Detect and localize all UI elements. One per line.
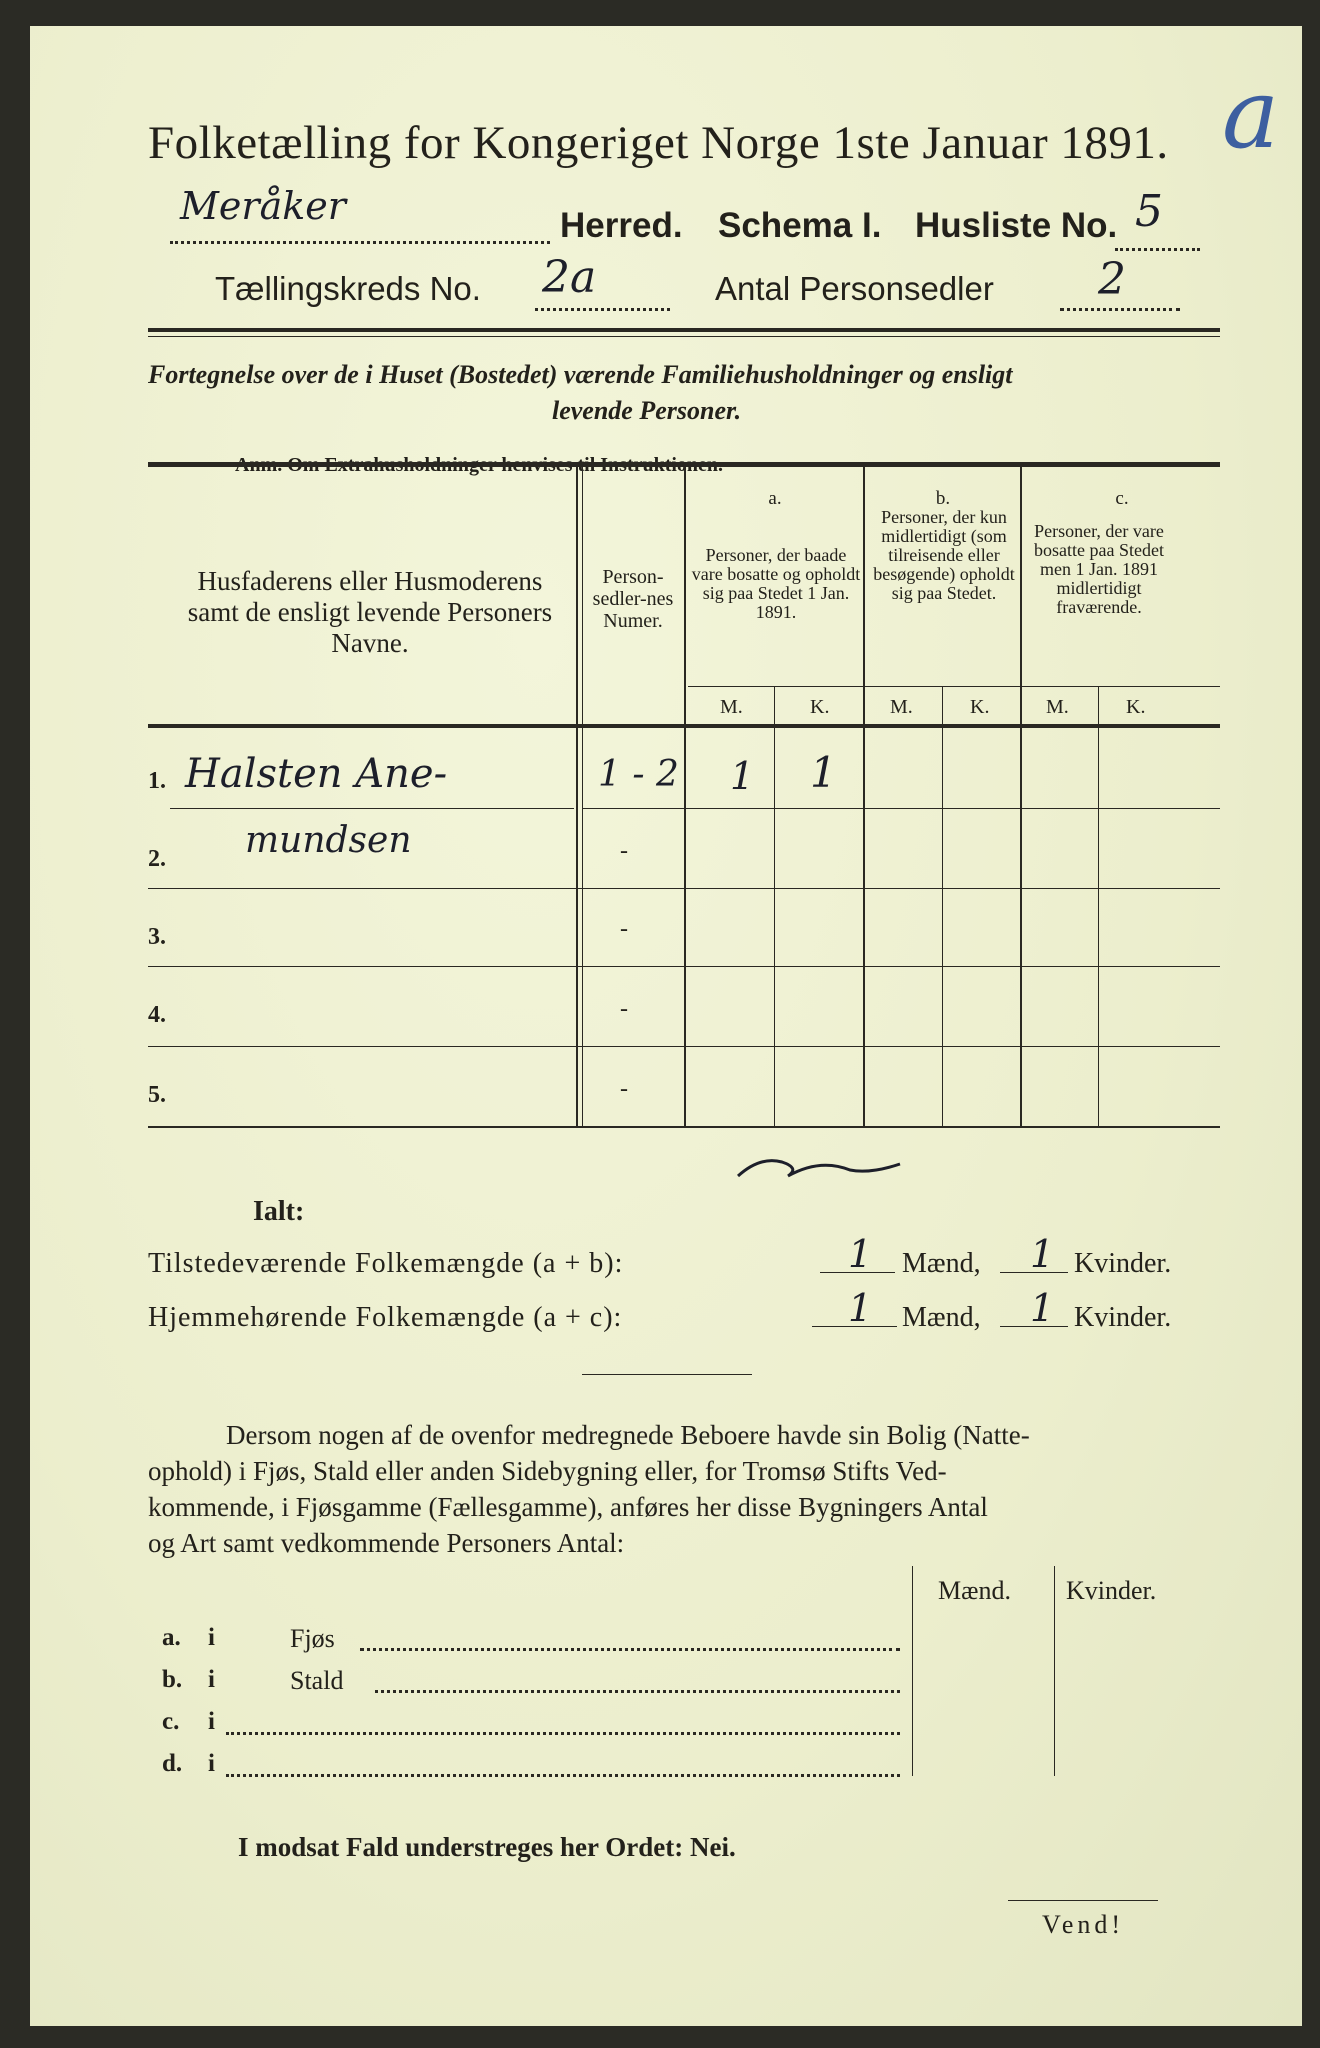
paragraph-line-1: Dersom nogen af de ovenfor medregnede Beboere havde sin Bolig (Natte- — [226, 1420, 1030, 1450]
antal-dots — [1060, 308, 1180, 311]
census-form-sheet — [30, 26, 1302, 2026]
row-3-rule — [148, 966, 1220, 967]
col-c-header: Personer, der vare bosatte paa Stedet men 1 Jan. 1891 midlertidigt fraværende. — [1034, 521, 1164, 617]
a-k-label: K. — [810, 696, 830, 718]
vend-rule — [1008, 1900, 1158, 1901]
tilstede-kvinder-label: Kvinder. — [1074, 1248, 1172, 1279]
form-title: Folketælling for Kongeriget Norge 1ste Januar 1891. — [148, 117, 1169, 169]
col-b-letter: b. — [935, 488, 951, 509]
header-rule-thin — [148, 336, 1220, 337]
hjemme-kvinder-label: Kvinder. — [1074, 1302, 1172, 1333]
row-2-rule — [148, 888, 1220, 889]
c-k-label: K. — [1126, 696, 1146, 718]
building-row-letter: b. — [162, 1666, 183, 1693]
b-k-label: K. — [970, 696, 990, 718]
buildings-maend-header: Mænd. — [938, 1576, 1011, 1605]
b-m-label: M. — [890, 696, 913, 718]
schema-label: Schema I. — [718, 206, 882, 245]
building-row-prep: i — [208, 1666, 215, 1693]
col-name-header: Husfaderens eller Husmoderens samt de ensligt levende Personers Navne. — [187, 566, 553, 658]
husliste-dots — [1115, 248, 1200, 251]
building-row-label: Fjøs — [290, 1624, 335, 1653]
tilstede-k-rule — [1000, 1272, 1068, 1273]
table-row-name: mundsen — [245, 820, 412, 861]
table-row-numer: - — [620, 996, 628, 1022]
paragraph-line-2: ophold) i Fjøs, Stald eller anden Sidebygning eller, for Tromsø Stifts Ved- — [148, 1456, 947, 1486]
table-row-number: 5. — [148, 1082, 166, 1108]
hjemme-m-rule — [812, 1326, 897, 1327]
building-row-dots — [226, 1732, 900, 1735]
kreds-label: Tællingskreds No. — [215, 270, 481, 307]
husliste-label: Husliste No. — [915, 206, 1118, 245]
table-row-name: Halsten Ane- — [185, 751, 448, 797]
row-1-rule — [582, 808, 1220, 809]
table-row-number: 1. — [148, 768, 166, 794]
building-row-letter: d. — [162, 1750, 183, 1777]
col-a-header: Personer, der baade vare bosatte og opholdt sig paa Stedet 1 Jan. 1891. — [691, 545, 861, 622]
table-row-numer: 1 - 2 — [598, 754, 679, 795]
intro-line2: levende Personer. — [552, 396, 742, 425]
herred-dots — [170, 241, 550, 244]
herred-label: Herred. — [560, 206, 683, 245]
building-row-dots — [375, 1690, 900, 1693]
table-row-number: 2. — [148, 846, 166, 872]
vend-label: Vend! — [1042, 1910, 1125, 1939]
nei-line: I modsat Fald understreges her Ordet: Nei. — [238, 1832, 736, 1862]
antal-label: Antal Personsedler — [715, 270, 994, 307]
tilstede-kvinder-value: 1 — [1030, 1232, 1055, 1276]
table-row-numer: - — [620, 838, 628, 864]
kreds-value: 2a — [542, 252, 597, 303]
building-row-prep: i — [208, 1624, 215, 1651]
tilstede-label: Tilstedeværende Folkemængde (a + b): — [148, 1248, 624, 1279]
header-rule-thick — [148, 328, 1220, 332]
col-num-header: Person-sedler-nes Numer. — [592, 566, 674, 632]
row-4-rule — [148, 1046, 1220, 1047]
table-row-number: 3. — [148, 924, 166, 950]
table-bottom-rule — [148, 1126, 1220, 1128]
buildings-col-line-1 — [912, 1566, 913, 1776]
col-line-3 — [684, 466, 686, 1126]
hjemme-kvinder-value: 1 — [1030, 1286, 1055, 1330]
col-line-5 — [863, 466, 865, 1126]
hjemme-maend-value: 1 — [848, 1286, 873, 1330]
corner-mark: a — [1222, 58, 1280, 170]
handwritten-tick — [730, 1138, 910, 1188]
col-line-4 — [774, 686, 775, 1126]
antal-value: 2 — [1098, 254, 1126, 305]
col-line-8 — [1098, 686, 1099, 1126]
paragraph-line-4: og Art samt vedkommende Personers Antal: — [148, 1528, 625, 1558]
building-row-dots — [360, 1648, 900, 1651]
hjemme-label: Hjemmehørende Folkemængde (a + c): — [148, 1302, 623, 1333]
hjemme-k-rule — [1000, 1326, 1068, 1327]
col-c-letter: c. — [1115, 488, 1129, 509]
building-row-prep: i — [208, 1708, 215, 1735]
buildings-col-line-2 — [1054, 1566, 1055, 1776]
row-1-name-rule — [170, 808, 574, 809]
husliste-value: 5 — [1135, 186, 1163, 237]
tilstede-maend-label: Mænd, — [902, 1248, 981, 1279]
building-row-letter: c. — [162, 1708, 180, 1735]
table-row-numer: - — [620, 1076, 628, 1102]
herred-handwritten: Meråker — [180, 184, 346, 228]
c-m-label: M. — [1046, 696, 1069, 718]
col-b-header: Personer, der kun midlertidigt (som tilreisende eller besøgende) opholdt sig paa Stedet. — [873, 507, 1015, 603]
hjemme-maend-label: Mænd, — [902, 1302, 981, 1333]
col-line-1 — [576, 466, 578, 1126]
intro-line1: Fortegnelse over de i Huset (Bostedet) værende Familiehusholdninger og ensligt — [148, 360, 1013, 389]
ialt-label: Ialt: — [253, 1196, 305, 1227]
table-row-numer: - — [620, 916, 628, 942]
building-row-dots — [226, 1774, 900, 1777]
tilstede-maend-value: 1 — [848, 1232, 873, 1276]
building-row-prep: i — [208, 1750, 215, 1777]
building-row-letter: a. — [162, 1624, 181, 1651]
mk-rule — [688, 686, 1220, 687]
table-row-a-m: 1 — [730, 754, 755, 798]
a-m-label: M. — [720, 696, 743, 718]
col-a-letter: a. — [768, 488, 782, 509]
anm-note: Anm. Om Extrahusholdninger henvises til Instruktionen. — [235, 454, 724, 476]
buildings-kvinder-header: Kvinder. — [1066, 1576, 1157, 1605]
kreds-dots — [535, 308, 670, 311]
building-row-label: Stald — [290, 1666, 344, 1695]
table-row-a-k: 1 — [810, 748, 837, 797]
col-line-7 — [1020, 466, 1022, 1126]
paragraph-line-3: kommende, i Fjøsgamme (Fællesgamme), anføres her disse Bygningers Antal — [148, 1492, 988, 1522]
col-line-6 — [942, 686, 943, 1126]
col-line-2 — [582, 466, 583, 1126]
table-row-number: 4. — [148, 1002, 166, 1028]
tilstede-m-rule — [820, 1272, 895, 1273]
section-divider — [582, 1374, 752, 1375]
